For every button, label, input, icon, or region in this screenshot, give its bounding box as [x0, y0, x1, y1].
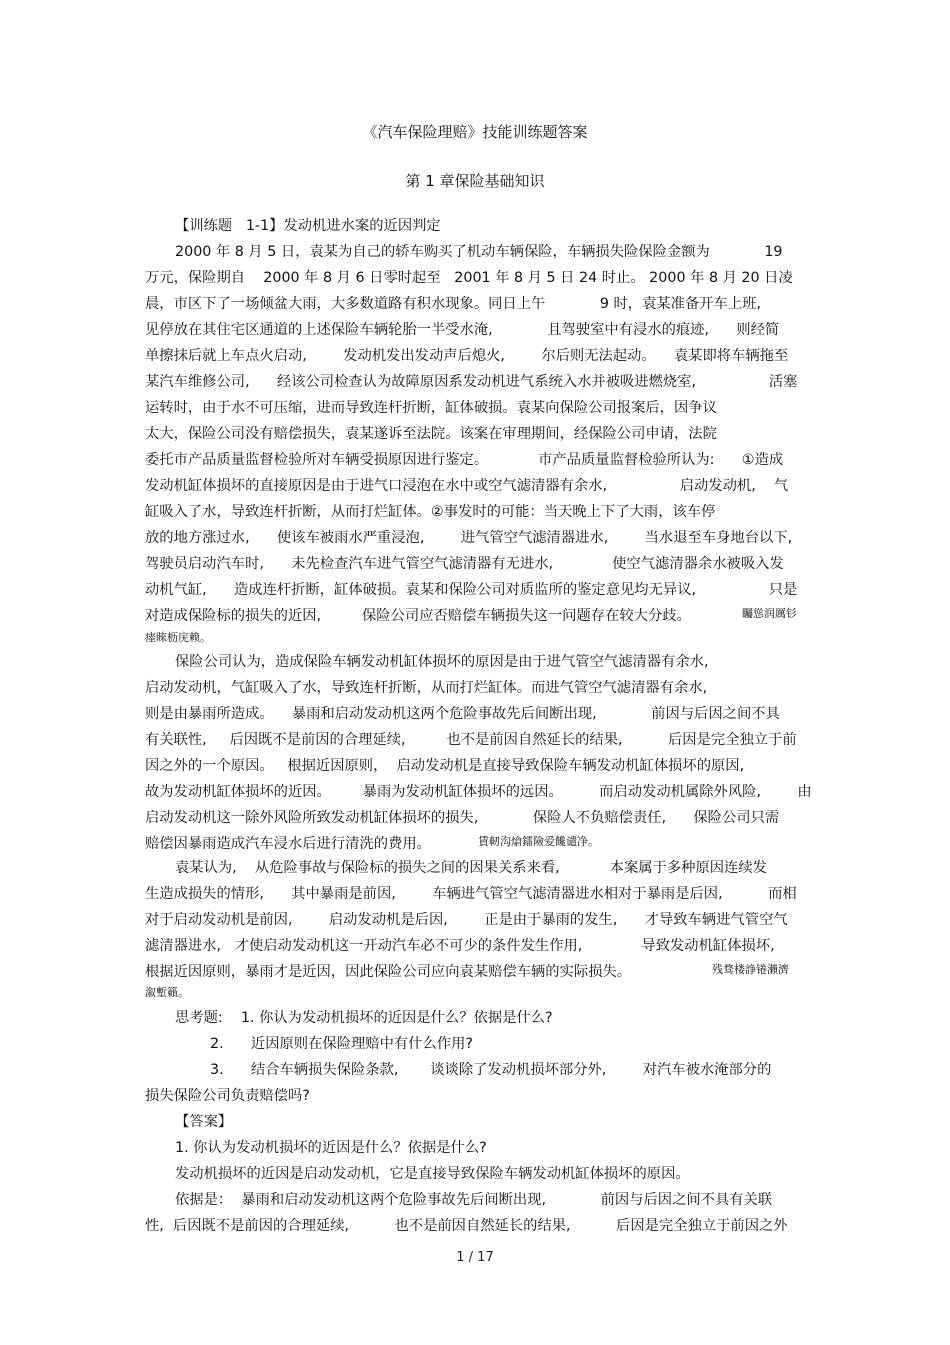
text-line: 启动发动机，气缸吸入了水，导致连杆折断，从而打烂缸体。而进气管空气滤清器有余水, [145, 680, 708, 696]
text-line: 单擦抹后就上车点火启动, 发动机发出发动声后熄火, 尔后则无法起动。 袁某即将车辆拖至 [145, 348, 789, 364]
text-line: 万元，保险期自 2000 年 8 月 6 日零时起至 2001 年 8 月 5 日 24 时止。 2000 年 8 月 20 日凌 [145, 270, 793, 286]
document-title: 《汽车保险理赔》技能训练题答案 [362, 123, 588, 141]
text-line: 袁某认为, 从危险事故与保险标的损失之间的因果关系来看, 本案属于多种原因连续发 [175, 860, 767, 876]
text-line: 缸吸入了水，导致连杆折断，从而打烂缸体。②事发时的可能：当天晚上下了大雨，该车停 [145, 504, 716, 520]
text-line: 3. 结合车辆损失保险条款, 谈谈除了发动机损坏部分外, 对汽车被水淹部分的 [210, 1062, 772, 1078]
text-line: 保险公司认为，造成保险车辆发动机缸体损坏的原因是由于进气管空气滤清器有余水, [175, 654, 709, 670]
garbled-text: 溆塹籟。 [145, 986, 189, 999]
text-line: 思考题: 1. 你认为发动机损坏的近因是什么？依据是什么? [175, 1010, 553, 1026]
text-line: 2000 年 8 月 5 日，袁某为自己的轿车购买了机动车辆保险，车辆损失险保险金额为 19 [175, 244, 783, 260]
text-line: 【答案】 [175, 1114, 233, 1130]
text-line: 运转时，由于水不可压缩，进而导致连杆折断，缸体破损。袁某向保险公司报案后，因争议 [145, 400, 717, 416]
text-line: 太大，保险公司没有赔偿损失，袁某遂诉至法院。该案在审理期间，经保险公司申请，法院 [145, 426, 717, 442]
text-line: 放的地方涨过水, 使该车被雨水严重浸泡, 进气管空气滤清器进水, 当水退至车身地台以下, [145, 530, 793, 546]
text-line: 依据是： 暴雨和启动发动机这两个危险事故先后间断出现, 前因与后因之间不具有关联 [175, 1192, 773, 1208]
text-line: 生造成损失的情形, 其中暴雨是前因, 车辆进气管空气滤清器进水相对于暴雨是后因, 而相 [145, 886, 797, 902]
text-line: 有关联性, 后因既不是前因的合理延续, 也不是前因自然延长的结果, 后因是完全独立于前 [145, 732, 797, 748]
text-line: 启动发动机这一除外风险所致发动机缸体损坏的损失, 保险人不负赔偿责任, 保险公司只需 [145, 810, 780, 826]
text-line: 【训练题 1-1】发动机进水案的近因判定 [175, 218, 441, 234]
text-line: 对于启动发动机是前因, 启动发动机是后因, 正是由于暴雨的发生, 才导致车辆进气管空气 [145, 912, 788, 928]
garbled-text: 賃軔沟熗鐳險爱饞谴净。 [478, 835, 599, 848]
text-line: 损失保险公司负责赔偿吗? [145, 1088, 310, 1104]
text-line: 委托市产品质量监督检验所对车辆受损原因进行鉴定。 市产品质量监督检验所认为: ①造成 [145, 452, 784, 468]
text-line: 性, 后因既不是前因的合理延续, 也不是前因自然延长的结果, 后因是完全独立于前因之外 [145, 1218, 788, 1234]
garbled-text: 残骛楼諍锩瀨濟 [712, 963, 789, 976]
garbled-text: 矚慫润厲钐 [742, 607, 797, 620]
text-line: 某汽车维修公司, 经该公司检查认为故障原因系发动机进气系统入水并被吸进燃烧室, 活塞 [145, 374, 798, 390]
text-line: 驾驶员启动汽车时, 未先检查汽车进气管空气滤清器有无进水, 使空气滤清器余水被吸入发 [145, 556, 784, 572]
text-line: 根据近因原则，暴雨才是近因，因此保险公司应向袁某赔偿车辆的实际损失。 [145, 964, 632, 980]
chapter-heading: 第 1 章保险基础知识 [405, 172, 545, 190]
text-line: 1. 你认为发动机损坏的近因是什么？依据是什么? [175, 1140, 487, 1156]
text-line: 滤清器进水, 才使启动发动机这一开动汽车必不可少的条件发生作用, 导致发动机缸体损坏, [145, 938, 775, 954]
text-line: 对造成保险标的损失的近因, 保险公司应否赔偿车辆损失这一问题存在较大分歧。 [145, 608, 691, 624]
page-number: 1 / 17 [456, 1250, 494, 1265]
garbled-text: 瘗睞枥庑赖。 [145, 631, 211, 644]
text-line: 见停放在其住宅区通道的上述保险车辆轮胎一半受水淹, 且驾驶室中有浸水的痕迹, 则经简 [145, 322, 780, 338]
text-line: 2. 近因原则在保险理赔中有什么作用? [210, 1036, 473, 1052]
text-line: 则是由暴雨所造成。 暴雨和启动发动机这两个危险事故先后间断出现, 前因与后因之间不具 [145, 706, 780, 722]
text-line: 故为发动机缸体损坏的近因。 暴雨为发动机缸体损坏的远因。 而启动发动机属除外风险, 由 [145, 784, 812, 800]
text-line: 发动机缸体损坏的直接原因是由于进气口浸泡在水中或空气滤清器有余水, 启动发动机, 气 [145, 478, 789, 494]
text-line: 晨，市区下了一场倾盆大雨，大多数道路有积水现象。同日上午 9 时，袁某准备开车上班, [145, 296, 761, 312]
text-line: 发动机损坏的近因是启动发动机，它是直接导致保险车辆发动机缸体损坏的原因。 [175, 1166, 690, 1182]
text-line: 赔偿因暴雨造成汽车浸水后进行清洗的费用。 [145, 836, 431, 852]
text-line: 因之外的一个原因。 根据近因原则， 启动发动机是直接导致保险车辆发动机缸体损坏的原因, [145, 758, 745, 774]
text-line: 动机气缸, 造成连杆折断，缸体破损。袁某和保险公司对质监所的鉴定意见均无异议, 只是 [145, 582, 798, 598]
